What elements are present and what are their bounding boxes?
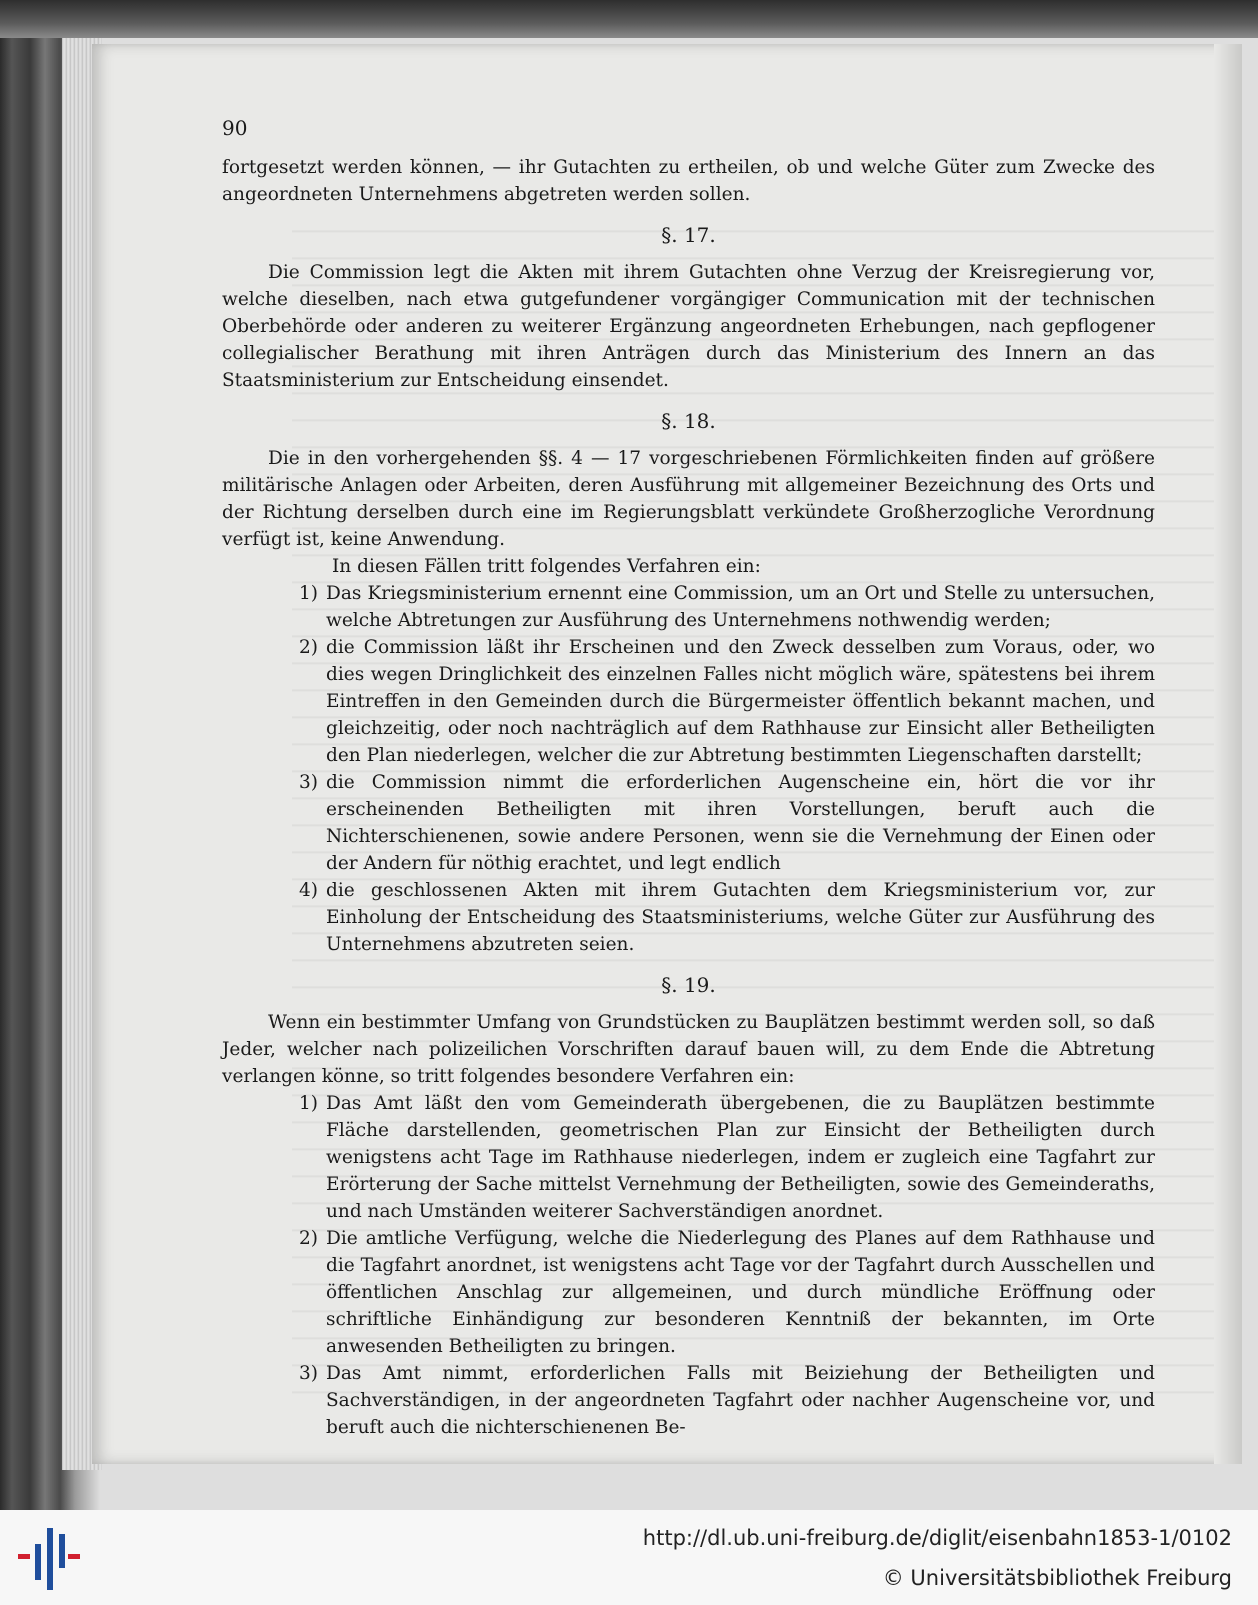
section-heading-19: §. 19. <box>661 973 716 997</box>
list-item-number: 2) <box>299 1228 318 1249</box>
list-item <box>222 580 1155 634</box>
list-item-text: Das Kriegsministerium ernennt eine Commission, um an Ort und Stelle zu untersuchen, welche Abtretungen zur Ausführung des Unternehmens nothwendig werden; <box>326 583 1155 631</box>
list-item <box>222 1225 1155 1360</box>
section-17-text: Die Commission legt die Akten mit ihrem Gutachten ohne Verzug der Kreisregierung vor, welche dieselben, nach etwa gutgefundener vorgängiger Communication mit der technischen Oberbehörde oder anderen zu weiterer Ergänzung angeordneten Erhebungen, nach gepflogener collegialischer Berathung mit ihren Anträgen durch das Ministerium des Innern an das Staatsministerium zur Entscheidung einsendet. <box>222 262 1155 391</box>
section-heading-17: §. 17. <box>661 223 716 247</box>
list-item <box>222 634 1155 769</box>
list-item-number: 1) <box>299 583 318 604</box>
section-heading-18: §. 18. <box>661 409 716 433</box>
list-item <box>222 877 1155 958</box>
logo-bar <box>59 1534 65 1568</box>
list-item-number: 3) <box>299 772 318 793</box>
list-item-number: 1) <box>299 1093 318 1114</box>
list-item <box>222 769 1155 877</box>
logo-bar <box>47 1528 53 1590</box>
logo-bar <box>68 1554 80 1559</box>
intro-paragraph: fortgesetzt werden können, — ihr Gutachten zu ertheilen, ob und welche Güter zum Zwecke des angeordneten Unternehmens abgetreten werden sollen. <box>222 157 1155 205</box>
copyright-notice: © Universitätsbibliothek Freiburg <box>882 1566 1232 1590</box>
list-item <box>222 1090 1155 1225</box>
list-item-text: Die amtliche Verfügung, welche die Niederlegung des Planes auf dem Rathhause und die Tagfahrt anordnet, ist wenigstens acht Tage vor der Tagfahrt durch Ausschellen und öffentlichen Anschlag zur allgemeinen, und durch mündliche Eröffnung oder schriftliche Einhändigung zur besonderen Kenntniß der bekannten, im Orte anwesenden Betheiligten zu bringen. <box>326 1228 1155 1357</box>
list-item-text: die Commission nimmt die erforderlichen Augenscheine ein, hört die vor ihr erscheinenden Betheiligten mit ihren Vorstellungen, beruft auch die Nichterschienenen, sowie andere Personen, wenn sie die Vernehmung der Einen oder der Andern für nöthig erachtet, und legt endlich <box>326 772 1155 874</box>
section-18-text: Die in den vorhergehenden §§. 4 — 17 vorgeschriebenen Förmlichkeiten finden auf größere militärische Anlagen oder Arbeiten, deren Ausführung mit allgemeiner Bezeichnung des Orts und der Richtung derselben durch eine im Regierungsblatt verkündete Großherzogliche Verordnung verfügt ist, keine Anwendung. <box>222 448 1155 550</box>
footer-bar <box>0 1510 1258 1605</box>
page-text <box>222 115 1155 1441</box>
list-item-number: 4) <box>299 880 318 901</box>
list-item <box>222 1360 1155 1441</box>
list-item-text: die geschlossenen Akten mit ihrem Gutachten dem Kriegsministerium vor, zur Einholung der Entscheidung des Staatsministeriums, welche Güter zur Ausführung des Unternehmens abzutreten seien. <box>326 880 1155 955</box>
ub-freiburg-logo-icon <box>18 1528 80 1590</box>
list-item-text: Das Amt nimmt, erforderlichen Falls mit Beiziehung der Betheiligten und Sachverständigen, in der angeordneten Tagfahrt oder nachher Augenscheine vor, und beruft auch die nichterschienenen Be- <box>326 1363 1155 1438</box>
list-item-number: 3) <box>299 1363 318 1384</box>
book-cover-top <box>0 0 1258 38</box>
list-item-text: Das Amt läßt den vom Gemeinderath übergebenen, die zu Bauplätzen bestimmte Fläche darstellenden, geometrischen Plan zur Einsicht der Betheiligten durch wenigstens acht Tage im Rathhause niederlegen, indem er zugleich eine Tagfahrt zur Erörterung der Sache mittelst Vernehmung der Betheiligten, sowie des Gemeinderaths, und nach Umständen weiterer Sachverständigen anordnet. <box>326 1093 1155 1222</box>
page-number: 90 <box>222 116 248 140</box>
list-item-text: die Commission läßt ihr Erscheinen und den Zweck desselben zum Voraus, oder, wo dies wegen Dringlichkeit des einzelnen Falles nicht möglich wäre, spätestens bei ihrem Eintreffen in den Gemeinden durch die Bürgermeister öffentlich bekannt machen, und gleichzeitig, oder noch nachträglich auf dem Rathhause zur Einsicht aller Betheiligten den Plan niederlegen, welcher die zur Abtretung bestimmten Liegenschaften darstellt; <box>326 637 1155 766</box>
list-item-number: 2) <box>299 637 318 658</box>
section-19-text: Wenn ein bestimmter Umfang von Grundstücken zu Bauplätzen bestimmt werden soll, so daß Jeder, welcher nach polizeilichen Vorschriften darauf bauen will, zu dem Ende die Abtretung verlangen könne, so tritt folgendes besondere Verfahren ein: <box>222 1012 1155 1087</box>
page-shadow <box>1214 44 1242 1464</box>
permalink-url[interactable]: http://dl.ub.uni-freiburg.de/diglit/eisenbahn1853-1/0102 <box>642 1526 1232 1550</box>
logo-bar <box>18 1554 30 1559</box>
section-18-intro: In diesen Fällen tritt folgendes Verfahren ein: <box>332 556 761 577</box>
logo-bar <box>35 1544 41 1580</box>
